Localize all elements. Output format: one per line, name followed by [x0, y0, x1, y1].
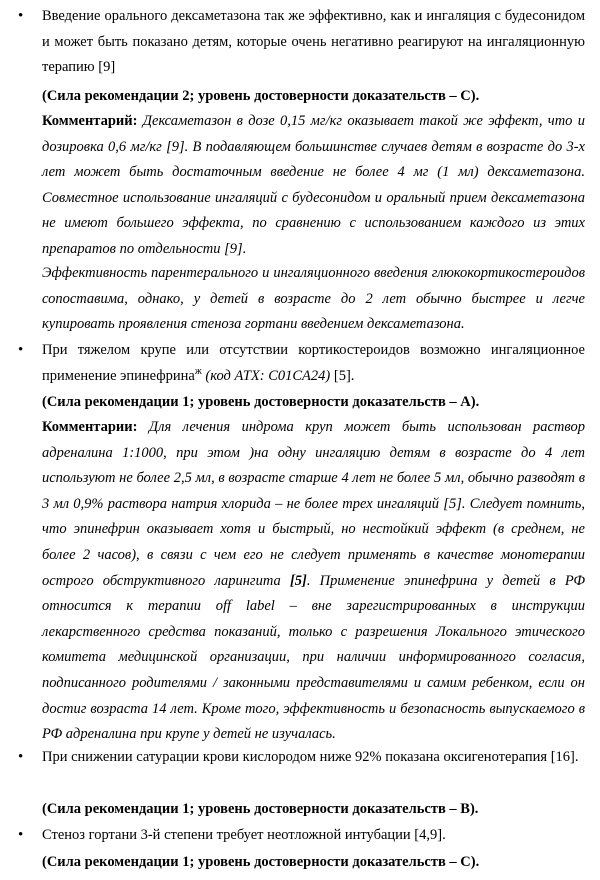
recommendation-strength: (Сила рекомендации 1; уровень достоверности доказательств – В).	[42, 801, 479, 817]
item-text: Стеноз гортани 3-й степени требует неотложной интубации [4,9].	[42, 827, 446, 843]
comment-text: Для лечения индрома круп может быть использован раствор адреналина 1:1000, при этом )на одну ингаляцию детям в возрасте до 4 лет используют не более 2,5 мл, в возрасте старше 4 лет не более 5 мл, обычно разводят в 3 мл 0,9% раствора натрия хлорида – не более трех ингаляций [5]. Следует помнить, что эпинефрин оказывает хотя и быстрый, но нестойкий эффект (в среднем, не более 2 часов), в связи с чем его не следует применять в качестве монотерапии острого обструктивного ларингита	[42, 419, 585, 589]
comment-label: Комментарии:	[42, 419, 138, 435]
bullet-icon: •	[18, 342, 24, 358]
comment-paragraph	[42, 109, 585, 263]
comment-text: Дексаметазон в дозе 0,15 мг/кг оказывает такой же эффект, что и дозировка 0,6 мг/кг [9]. В подавляющем большинстве случаев детям в возрасте до 3-х лет может быть достаточным введение не более 4 мг (1 мл) дексаметазона. Совместное использование ингаляций с будесонидом и оральный прием дексаметазона не имеют большего эффекта, по сравнению с использованием каждого из этих препаратов по отдельности [9].	[42, 113, 585, 257]
comment-label: Комментарий:	[42, 113, 138, 129]
recommendation-strength: (Сила рекомендации 1; уровень достоверности доказательств – А).	[42, 394, 480, 410]
bullet-icon: •	[18, 8, 24, 24]
item-text: Введение орального дексаметазона так же эффективно, как и ингаляция с будесонидом и может быть показано детям, которые очень негативно реагируют на ингаляционную терапию [9]	[42, 8, 585, 76]
comment-text-continued: . Применение эпинефрина у детей в РФ относится к терапии off label – вне зарегистрированных в инструкции лекарственного средства показаний, только с разрешения Локального этического комитета медицинской организации, при наличии информированного согласия, подписанного родителями / законными представителями и самим ребенком, если он достиг возраста 14 лет. Кроме того, эффективность и безопасность выпускаемого в РФ адреналина при крупе у детей не изучалась.	[42, 572, 586, 743]
item-text: При тяжелом крупе или отсутствии кортикостероидов возможно ингаляционное применение эпинефрина$^ж$ (код ATX: C01CA24) [5].	[42, 342, 585, 384]
reference: [5].	[333, 367, 355, 384]
recommendation-strength: (Сила рекомендации 1; уровень достоверности доказательств – С).	[42, 854, 480, 870]
comment-paragraph	[42, 415, 585, 748]
item-text: При снижении сатурации крови кислородом ниже 92% показана оксигенотерапия [16].	[42, 749, 579, 765]
recommendation-strength: (Сила рекомендации 2; уровень достоверности доказательств – С).	[42, 88, 480, 104]
comment-paragraph-2: Эффективность парентерального и ингаляционного введения глюкокортикостероидов сопоставима, однако, у детей в возрасте до 2 лет обычно быстрее и легче купировать проявления стеноза гортани введением дексаметазона.	[42, 265, 585, 333]
bullet-icon: •	[18, 749, 24, 765]
bullet-icon: •	[18, 827, 24, 843]
atx-code: (код ATX: C01CA24)	[205, 367, 331, 384]
comment-reference: [5]	[289, 572, 307, 589]
superscript-mark: ж	[194, 365, 202, 377]
